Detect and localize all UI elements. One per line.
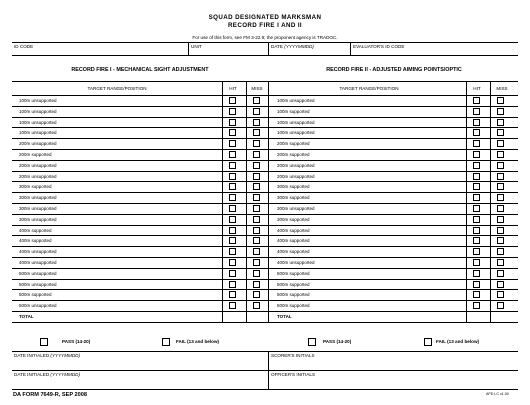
right-row-target: 100m supported <box>277 108 310 114</box>
left-miss-checkbox[interactable] <box>253 108 260 115</box>
right-miss-checkbox[interactable] <box>497 119 504 126</box>
left-row-target: 400m supported <box>19 238 52 244</box>
right-miss-checkbox[interactable] <box>497 173 504 180</box>
row-divider <box>12 117 518 118</box>
left-miss-checkbox[interactable] <box>253 162 260 169</box>
left-miss-checkbox[interactable] <box>253 291 260 298</box>
proponent-note: For use of this form, see FM 3-22.9; the proponent agency is TRADOC. <box>192 35 338 40</box>
divider <box>350 42 351 55</box>
right-hit-checkbox[interactable] <box>473 237 480 244</box>
left-miss-checkbox[interactable] <box>253 194 260 201</box>
right-hit-checkbox[interactable] <box>473 140 480 147</box>
row-divider <box>12 246 518 247</box>
right-row-target: 400m supported <box>277 227 310 233</box>
left-hit-checkbox[interactable] <box>229 119 236 126</box>
divider <box>12 322 518 323</box>
left-row-target: 500m supported <box>19 292 52 298</box>
row-divider <box>12 106 518 107</box>
row-divider <box>12 300 518 301</box>
record-fire-1-heading: RECORD FIRE I - MECHANICAL SIGHT ADJUSTMENT <box>71 67 209 73</box>
evaluator-id-label: EVALUATOR'S ID CODE <box>353 44 405 49</box>
right-fail-checkbox[interactable] <box>424 338 432 346</box>
left-miss-checkbox[interactable] <box>253 227 260 234</box>
right-hit-checkbox[interactable] <box>473 270 480 277</box>
row-divider <box>12 138 518 139</box>
right-row-target: 400m unsupported <box>277 260 315 265</box>
right-hit-checkbox[interactable] <box>473 248 480 255</box>
left-hit-checkbox[interactable] <box>229 183 236 190</box>
form-version: APD LC v1.00 <box>486 392 509 396</box>
right-total-label: TOTAL <box>277 314 292 319</box>
form-subtitle: RECORD FIRE I AND II <box>227 22 303 29</box>
column-divider <box>268 81 269 322</box>
right-miss-checkbox[interactable] <box>497 97 504 104</box>
right-row-target: 100m unsupported <box>277 119 315 125</box>
right-hit-checkbox[interactable] <box>473 119 480 126</box>
row-divider <box>12 171 518 172</box>
row-divider <box>12 289 518 290</box>
right-col-hit: HIT <box>473 86 481 91</box>
row-divider <box>12 225 518 226</box>
left-col-target: TARGET RANGE/POSITION <box>87 86 147 91</box>
left-miss-checkbox[interactable] <box>253 173 260 180</box>
row-divider <box>12 127 518 128</box>
left-hit-checkbox[interactable] <box>229 97 236 104</box>
record-fire-2-heading: RECORD FIRE II - ADJUSTED AIMING POINTS/OPTIC <box>326 67 462 73</box>
right-hit-checkbox[interactable] <box>473 302 480 309</box>
left-col-miss: MISS <box>251 86 263 91</box>
right-hit-checkbox[interactable] <box>473 183 480 190</box>
date-initialed-2-label: DATE INITIALED (YYYYMMDD) <box>14 372 81 377</box>
scorers-initials-label: SCORER'S INITIALS <box>271 353 315 358</box>
left-miss-checkbox[interactable] <box>253 302 260 309</box>
right-row-target: 200m unsupported <box>277 162 315 168</box>
left-miss-checkbox[interactable] <box>253 119 260 126</box>
left-row-target: 400m unsupported <box>19 249 57 255</box>
left-total-label: TOTAL <box>19 314 34 319</box>
right-row-target: 300m supported <box>277 184 310 190</box>
row-divider <box>12 203 518 204</box>
left-pass-checkbox[interactable] <box>40 338 48 346</box>
left-miss-checkbox[interactable] <box>253 151 260 158</box>
right-hit-checkbox[interactable] <box>473 227 480 234</box>
right-row-target: 200m supported <box>277 152 310 157</box>
right-col-target: TARGET RANGE/POSITION <box>339 86 399 91</box>
right-hit-checkbox[interactable] <box>473 173 480 180</box>
right-row-target: 400m supported <box>277 249 310 255</box>
column-divider <box>246 81 247 322</box>
right-hit-checkbox[interactable] <box>473 259 480 266</box>
left-hit-checkbox[interactable] <box>229 108 236 115</box>
left-hit-checkbox[interactable] <box>229 248 236 255</box>
right-row-target: 500m supported <box>277 292 310 298</box>
id-code-label: ID CODE <box>14 44 34 49</box>
left-row-target: 500m unsupported <box>19 281 57 287</box>
right-hit-checkbox[interactable] <box>473 281 480 288</box>
left-hit-checkbox[interactable] <box>229 259 236 266</box>
right-row-target: 100m unsupported <box>277 98 315 103</box>
right-hit-checkbox[interactable] <box>473 216 480 223</box>
left-hit-checkbox[interactable] <box>229 173 236 180</box>
right-hit-checkbox[interactable] <box>473 291 480 298</box>
left-row-target: 100m unsupported <box>19 98 57 103</box>
divider <box>12 42 518 43</box>
left-miss-checkbox[interactable] <box>253 140 260 147</box>
right-miss-checkbox[interactable] <box>497 237 504 244</box>
left-row-target: 500m unsupported <box>19 270 57 276</box>
left-fail-checkbox[interactable] <box>162 338 170 346</box>
left-row-target: 500m unsupported <box>19 303 57 309</box>
left-row-target: 300m unsupported <box>19 195 57 201</box>
left-miss-checkbox[interactable] <box>253 205 260 212</box>
row-divider <box>12 279 518 280</box>
right-row-target: 500m supported <box>277 303 310 309</box>
row-divider <box>12 160 518 161</box>
right-miss-checkbox[interactable] <box>497 270 504 277</box>
left-miss-checkbox[interactable] <box>253 237 260 244</box>
right-fail-label: FAIL (13 and below) <box>436 339 480 344</box>
row-divider <box>12 192 518 193</box>
left-row-target: 100m unsupported <box>19 130 57 136</box>
divider <box>12 370 518 371</box>
left-miss-checkbox[interactable] <box>253 281 260 288</box>
right-miss-checkbox[interactable] <box>497 302 504 309</box>
right-miss-checkbox[interactable] <box>497 129 504 136</box>
left-row-target: 200m unsupported <box>19 173 57 179</box>
left-fail-label: FAIL (13 and below) <box>176 339 220 344</box>
row-divider <box>12 235 518 236</box>
left-miss-checkbox[interactable] <box>253 270 260 277</box>
left-hit-checkbox[interactable] <box>229 216 236 223</box>
left-miss-checkbox[interactable] <box>253 248 260 255</box>
right-miss-checkbox[interactable] <box>497 227 504 234</box>
left-hit-checkbox[interactable] <box>229 140 236 147</box>
right-miss-checkbox[interactable] <box>497 259 504 266</box>
right-row-target: 400m supported <box>277 238 310 244</box>
left-pass-label: PASS (14-20) <box>62 339 91 344</box>
right-pass-label: PASS (14-20) <box>323 339 352 344</box>
left-hit-checkbox[interactable] <box>229 281 236 288</box>
right-miss-checkbox[interactable] <box>497 248 504 255</box>
column-divider <box>490 81 491 322</box>
right-miss-checkbox[interactable] <box>497 194 504 201</box>
divider <box>12 389 518 390</box>
right-hit-checkbox[interactable] <box>473 97 480 104</box>
right-pass-checkbox[interactable] <box>308 338 316 346</box>
left-hit-checkbox[interactable] <box>229 151 236 158</box>
left-row-target: 400m supported <box>19 227 52 233</box>
left-hit-checkbox[interactable] <box>229 194 236 201</box>
right-row-target: 200m supported <box>277 141 310 147</box>
officers-initials-label: OFFICER'S INITIALS <box>271 372 316 377</box>
left-row-target: 100m unsupported <box>19 119 57 125</box>
left-miss-checkbox[interactable] <box>253 216 260 223</box>
divider <box>188 42 189 55</box>
right-miss-checkbox[interactable] <box>497 108 504 115</box>
row-divider <box>12 268 518 269</box>
left-row-target: 200m unsupported <box>19 141 57 147</box>
left-row-target: 300m unsupported <box>19 216 57 222</box>
right-row-target: 300m supported <box>277 216 310 222</box>
right-miss-checkbox[interactable] <box>497 205 504 212</box>
left-row-target: 200m supported <box>19 152 52 157</box>
row-divider <box>12 149 518 150</box>
right-miss-checkbox[interactable] <box>497 216 504 223</box>
right-row-target: 500m supported <box>277 270 310 276</box>
left-miss-checkbox[interactable] <box>253 129 260 136</box>
left-hit-checkbox[interactable] <box>229 237 236 244</box>
divider <box>12 351 518 352</box>
left-hit-checkbox[interactable] <box>229 291 236 298</box>
left-hit-checkbox[interactable] <box>229 270 236 277</box>
right-hit-checkbox[interactable] <box>473 205 480 212</box>
divider <box>12 55 518 56</box>
right-row-target: 300m unsupported <box>277 206 315 211</box>
left-miss-checkbox[interactable] <box>253 97 260 104</box>
left-row-target: 100m unsupported <box>19 108 57 114</box>
unit-label: UNIT <box>191 44 202 49</box>
left-miss-checkbox[interactable] <box>253 183 260 190</box>
row-divider <box>12 214 518 215</box>
row-divider <box>12 311 518 312</box>
form-number: DA FORM 7649-R, SEP 2008 <box>13 392 87 398</box>
right-row-target: 500m supported <box>277 281 310 287</box>
right-row-target: 200m unsupported <box>277 173 315 179</box>
right-hit-checkbox[interactable] <box>473 151 480 158</box>
left-row-target: 300m unsupported <box>19 206 57 211</box>
row-divider <box>12 181 518 182</box>
right-hit-checkbox[interactable] <box>473 194 480 201</box>
right-miss-checkbox[interactable] <box>497 162 504 169</box>
left-hit-checkbox[interactable] <box>229 205 236 212</box>
divider <box>12 95 518 96</box>
right-col-miss: MISS <box>496 86 508 91</box>
left-hit-checkbox[interactable] <box>229 227 236 234</box>
form-title: SQUAD DESIGNATED MARKSMAN <box>208 14 322 21</box>
divider <box>12 81 518 82</box>
right-miss-checkbox[interactable] <box>497 151 504 158</box>
right-miss-checkbox[interactable] <box>497 140 504 147</box>
right-hit-checkbox[interactable] <box>473 108 480 115</box>
left-row-target: 300m supported <box>19 184 52 190</box>
left-row-target: 200m unsupported <box>19 162 57 168</box>
right-hit-checkbox[interactable] <box>473 129 480 136</box>
right-row-target: 100m unsupported <box>277 130 315 136</box>
date-label: DATE (YYYYMMDD) <box>271 44 314 49</box>
left-row-target: 400m unsupported <box>19 260 57 265</box>
date-initialed-1-label: DATE INITIALED (YYYYMMDD) <box>14 353 81 358</box>
left-hit-checkbox[interactable] <box>229 302 236 309</box>
right-miss-checkbox[interactable] <box>497 291 504 298</box>
row-divider <box>12 257 518 258</box>
right-miss-checkbox[interactable] <box>497 183 504 190</box>
column-divider <box>466 81 467 322</box>
right-row-target: 300m supported <box>277 195 310 201</box>
left-hit-checkbox[interactable] <box>229 129 236 136</box>
right-hit-checkbox[interactable] <box>473 162 480 169</box>
left-hit-checkbox[interactable] <box>229 162 236 169</box>
left-miss-checkbox[interactable] <box>253 259 260 266</box>
right-miss-checkbox[interactable] <box>497 281 504 288</box>
left-col-hit: HIT <box>229 86 237 91</box>
column-divider <box>222 81 223 322</box>
divider <box>268 42 269 55</box>
